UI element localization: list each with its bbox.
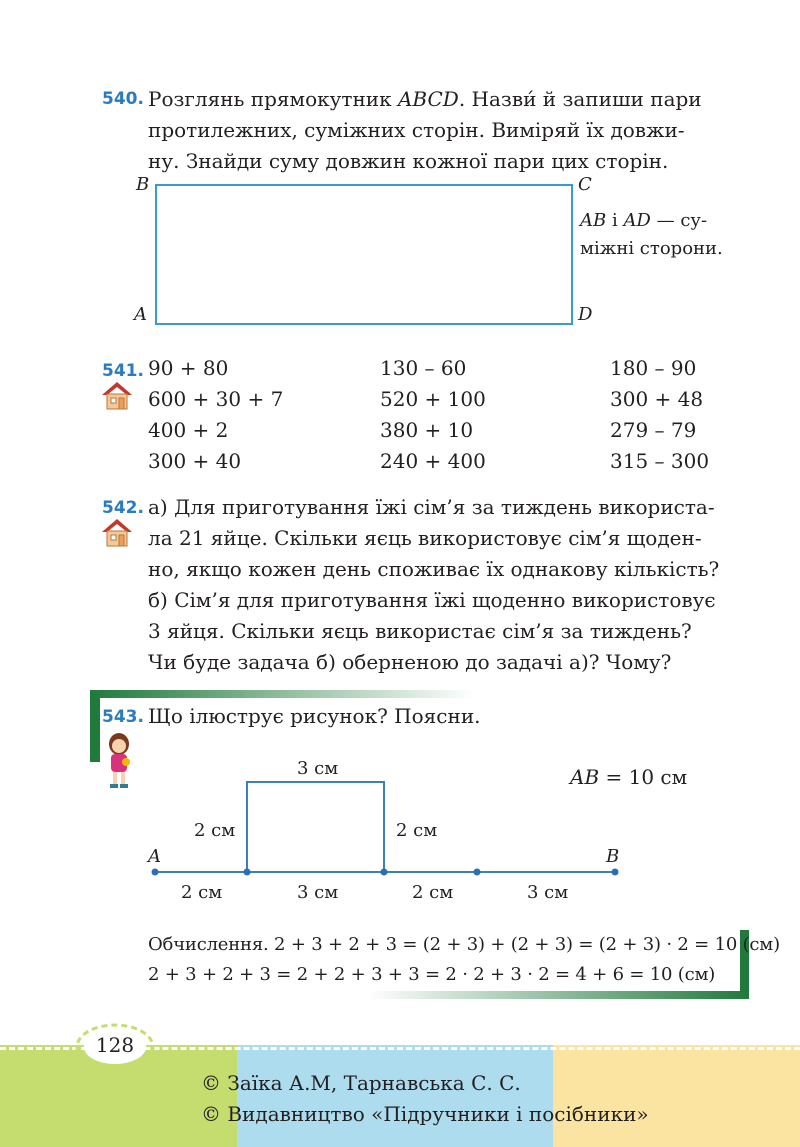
side-note: AB і AD — су- міжні сторони.	[580, 210, 723, 259]
label-top-3cm: 3 см	[297, 758, 339, 779]
column-1	[148, 353, 283, 477]
exercise-541-number: 541.	[102, 361, 144, 381]
point-b	[612, 869, 619, 876]
frame-left-bar	[90, 690, 100, 762]
expression: 600 + 30 + 7	[148, 387, 284, 411]
segment-2-label: 3 см	[297, 882, 339, 903]
expression: 300 + 48	[610, 387, 704, 411]
exercise-542-number: 542.	[102, 498, 144, 518]
rectangle-abcd	[155, 184, 573, 325]
label-b: B	[606, 846, 620, 867]
expression: 400 + 2	[148, 418, 229, 442]
expression: 279 – 79	[610, 418, 697, 442]
expression: 520 + 100	[380, 387, 486, 411]
label-left-2cm: 2 см	[194, 820, 236, 841]
calculation	[148, 930, 780, 990]
point	[474, 869, 481, 876]
expression: 315 – 300	[610, 449, 710, 473]
exercise-540-line3: ну. Знайди суму довжин кожної пари цих сторін.	[148, 149, 669, 173]
vertex-d: D	[578, 304, 593, 325]
calculation-line-2: 2 + 3 + 2 + 3 = 2 + 2 + 3 + 3 = 2 · 2 + 3 · 2 = 4 + 6 = 10 (см)	[148, 964, 716, 985]
label-a: A	[148, 846, 161, 867]
label-right-2cm: 2 см	[396, 820, 438, 841]
segment-3-label: 2 см	[412, 882, 454, 903]
exercise-540-line1: Розглянь прямокутник ABCD. Назви́ й запиши пари	[148, 87, 702, 111]
label-ab-length: AB = 10 см	[570, 765, 688, 789]
point	[381, 869, 388, 876]
vertex-c: C	[578, 174, 592, 195]
footer-yellow	[553, 1045, 800, 1147]
expression: 380 + 10	[380, 418, 474, 442]
expression: 240 + 400	[380, 449, 486, 473]
exercise-540-line2: протилежних, суміжних сторін. Виміряй їх довжи-	[148, 118, 685, 142]
exercise-543-text: Що ілюструє рисунок? Поясни.	[148, 704, 481, 728]
vertex-b: B	[136, 174, 150, 195]
home-icon	[101, 381, 133, 415]
exercise-540-number: 540.	[102, 89, 144, 109]
exercise-542-text: а) Для приготування їжі сім’я за тиждень використа- ла 21 яйце. Скільки яєць використовує сім’я щоден- но, якщо кожен день споживає їх однакову кількість? б) Сім’я для приготування їжі щоденно використовує 3 яйця. Скільки яєць використає сім’я за тиждень? Чи буде задача б) оберненою до задачі а)? Чому?	[148, 495, 720, 674]
expression: 130 – 60	[380, 356, 467, 380]
segment-1-label: 2 см	[181, 882, 223, 903]
point-a	[152, 869, 159, 876]
column-3	[610, 353, 709, 477]
frame-bottom-bar	[368, 991, 749, 999]
exercise-543-number: 543.	[102, 707, 144, 727]
column-2	[380, 353, 486, 477]
point	[244, 869, 251, 876]
frame-top-bar	[90, 690, 474, 698]
calculation-line-1: Обчислення. 2 + 3 + 2 + 3 = (2 + 3) + (2 + 3) = (2 + 3) · 2 = 10 (см)	[148, 934, 780, 955]
girl-icon	[102, 732, 136, 794]
segment-4-label: 3 см	[527, 882, 569, 903]
square-figure	[247, 782, 384, 872]
expression: 300 + 40	[148, 449, 242, 473]
copyright-authors: © Заїка А.М, Тарнавська С. С.	[201, 1071, 521, 1095]
expression: 180 – 90	[610, 356, 697, 380]
copyright-publisher: © Видавництво «Підручники і посібники»	[201, 1102, 649, 1126]
vertex-a: A	[134, 304, 147, 325]
page-number: 128	[95, 1033, 135, 1057]
footer-blue	[237, 1045, 553, 1147]
expression: 90 + 80	[148, 356, 229, 380]
home-icon	[101, 518, 133, 552]
